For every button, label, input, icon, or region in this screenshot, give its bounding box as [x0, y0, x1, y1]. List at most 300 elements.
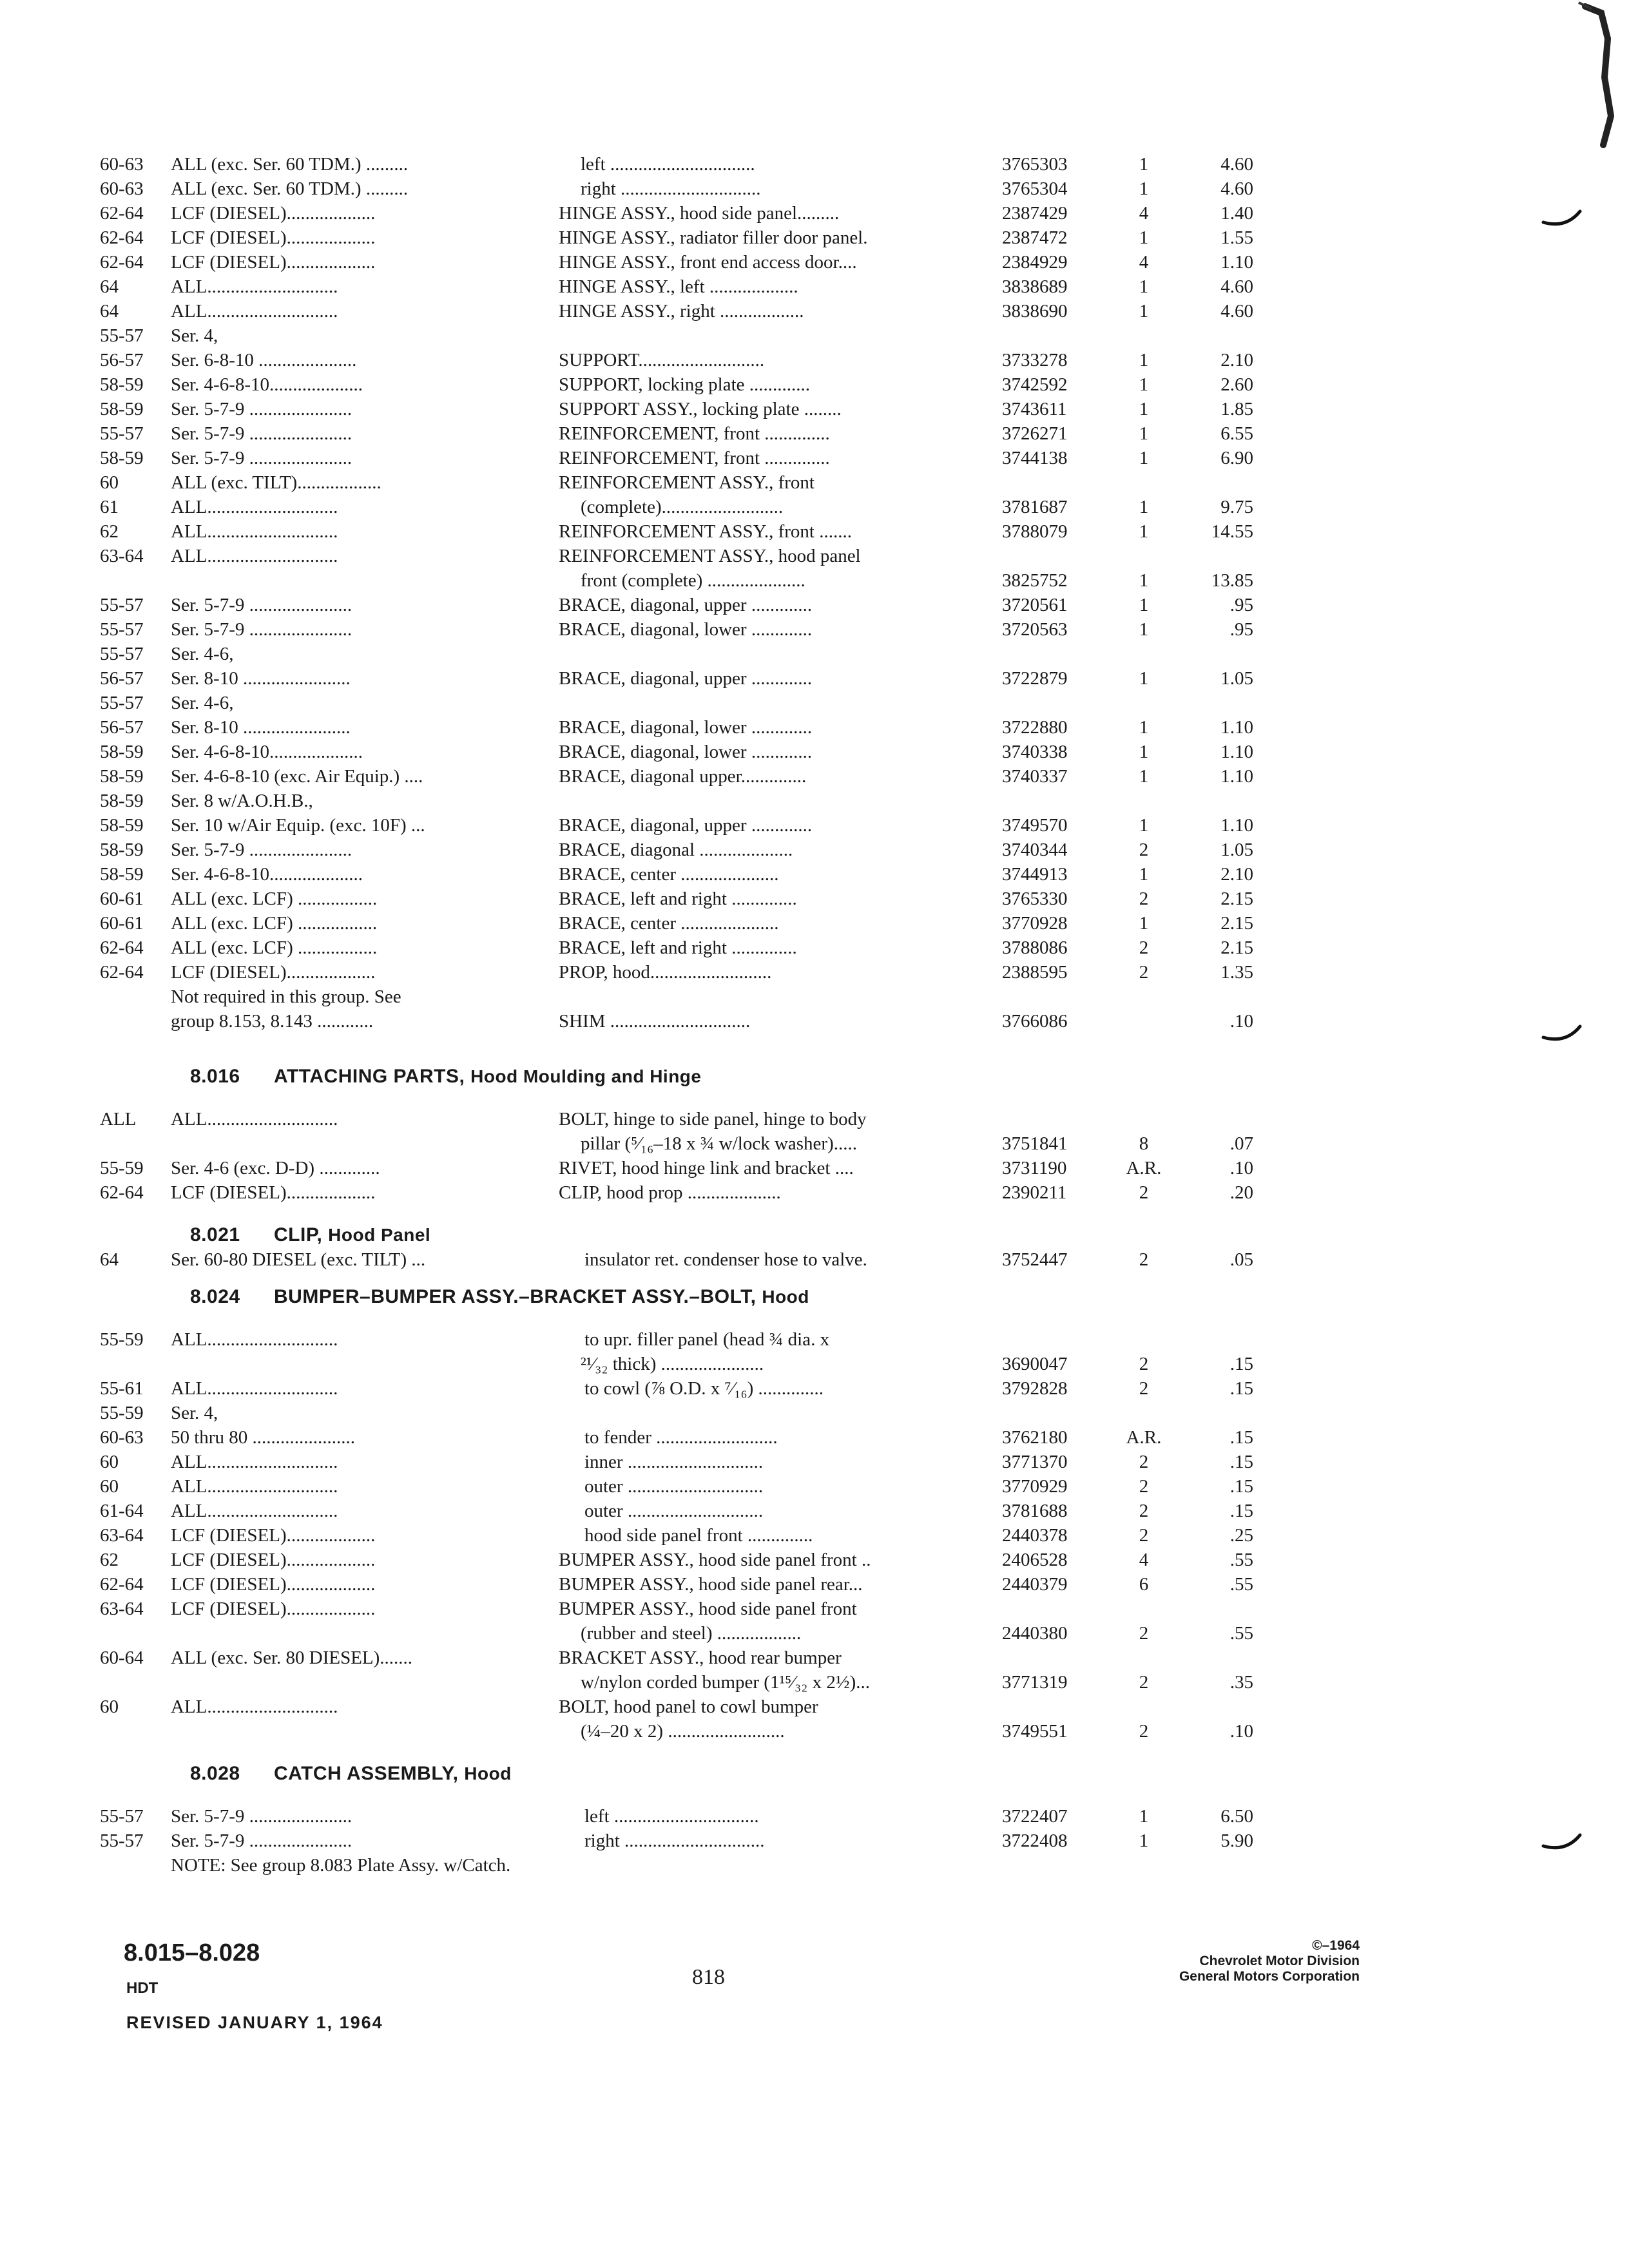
quantity-cell: 1: [1139, 423, 1149, 444]
price-cell: .20: [1229, 1182, 1253, 1203]
quantity-cell: 1: [1139, 154, 1149, 175]
parts-row: [100, 177, 1260, 201]
model-years-cell: 60: [100, 1696, 119, 1717]
description-cell: hood side panel front ..............: [584, 1525, 813, 1546]
series-cell: Ser. 5-7-9 ......................: [171, 1831, 352, 1851]
model-years-cell: 55-61: [100, 1378, 144, 1399]
price-cell: 5.90: [1220, 1831, 1253, 1851]
margin-tick-mark: [1540, 1021, 1585, 1047]
parts-row: [100, 1474, 1260, 1499]
description-cell: w/nylon corded bumper (1¹⁵⁄₃₂ x 2½)...: [581, 1672, 870, 1693]
parts-row: [100, 642, 1260, 666]
part-number-cell: 3765304: [1002, 178, 1068, 199]
series-cell: Ser. 5-7-9 ......................: [171, 399, 352, 419]
parts-row: [100, 152, 1260, 177]
series-cell: ALL............................: [171, 1501, 338, 1521]
quantity-cell: A.R.: [1126, 1427, 1162, 1448]
model-years-cell: 58-59: [100, 742, 144, 762]
group-heading: [100, 1762, 1260, 1786]
parts-row: [100, 862, 1260, 887]
part-number-cell: 2388595: [1002, 962, 1068, 983]
model-years-cell: 62-64: [100, 227, 144, 248]
description-cell: HINGE ASSY., right ..................: [559, 301, 804, 322]
model-years-cell: 56-57: [100, 350, 144, 370]
description-cell: to fender ..........................: [584, 1427, 778, 1448]
quantity-cell: 1: [1139, 742, 1149, 762]
parts-row: [100, 936, 1260, 960]
quantity-cell: 1: [1139, 227, 1149, 248]
parts-row: [100, 1853, 1260, 1878]
quantity-cell: A.R.: [1126, 1158, 1162, 1178]
price-cell: 1.40: [1220, 203, 1253, 224]
series-cell: Ser. 4-6-8-10....................: [171, 864, 363, 885]
description-cell: SHIM ..............................: [559, 1011, 751, 1032]
price-cell: 1.10: [1220, 742, 1253, 762]
quantity-cell: 4: [1139, 1550, 1149, 1570]
model-years-cell: 55-57: [100, 423, 144, 444]
part-number-cell: 3751841: [1002, 1133, 1068, 1154]
parts-row: [100, 323, 1260, 348]
model-years-cell: 60: [100, 472, 119, 493]
parts-row: [100, 887, 1260, 911]
quantity-cell: 1: [1139, 374, 1149, 395]
quantity-cell: 1: [1139, 276, 1149, 297]
quantity-cell: 2: [1139, 840, 1149, 860]
part-number-cell: 3788079: [1002, 521, 1068, 542]
price-cell: 1.85: [1220, 399, 1253, 419]
description-cell: BRACE, diagonal, lower .............: [559, 742, 813, 762]
model-years-cell: 55-57: [100, 619, 144, 640]
part-number-cell: 3770929: [1002, 1476, 1068, 1497]
quantity-cell: 8: [1139, 1133, 1149, 1154]
description-cell: REINFORCEMENT, front ..............: [559, 448, 830, 468]
parts-row: [100, 1621, 1260, 1646]
parts-row: [100, 1180, 1260, 1205]
quantity-cell: 1: [1139, 717, 1149, 738]
quantity-cell: 2: [1139, 1623, 1149, 1644]
row-spacer: [100, 1272, 1260, 1285]
copyright-year: ©–1964: [1312, 1938, 1360, 1953]
series-cell: Ser. 8-10 .......................: [171, 668, 351, 689]
series-cell: Ser. 4-6-8-10....................: [171, 374, 363, 395]
part-number-cell: 3781687: [1002, 497, 1068, 517]
series-cell: LCF (DIESEL)...................: [171, 962, 376, 983]
description-cell: pillar (⁵⁄₁₆–18 x ¾ w/lock washer).....: [581, 1133, 857, 1154]
description-cell: right ..............................: [584, 1831, 765, 1851]
series-cell: Ser. 60-80 DIESEL (exc. TILT) ...: [171, 1249, 426, 1270]
description-cell: REINFORCEMENT, front ..............: [559, 423, 830, 444]
model-years-cell: 55-57: [100, 325, 144, 346]
row-spacer: [100, 1309, 1260, 1327]
corporation-name: General Motors Corporation: [1179, 1969, 1360, 1984]
price-cell: .95: [1229, 619, 1253, 640]
parts-row: [100, 960, 1260, 985]
series-cell: ALL............................: [171, 1696, 338, 1717]
part-number-cell: 2440379: [1002, 1574, 1068, 1595]
parts-row: [100, 372, 1260, 397]
part-number-cell: 3733278: [1002, 350, 1068, 370]
model-years-cell: 60: [100, 1452, 119, 1472]
quantity-cell: 2: [1139, 889, 1149, 909]
price-cell: 2.60: [1220, 374, 1253, 395]
series-cell: ALL............................: [171, 497, 338, 517]
page-edge-smudge: [1572, 0, 1629, 148]
model-years-cell: ALL: [100, 1109, 137, 1129]
description-cell: outer .............................: [584, 1476, 764, 1497]
model-years-cell: 58-59: [100, 815, 144, 836]
series-cell: ALL............................: [171, 1109, 338, 1129]
group-title: CLIP,: [274, 1224, 323, 1245]
parts-row: [100, 274, 1260, 299]
series-cell: Ser. 5-7-9 ......................: [171, 423, 352, 444]
part-number-cell: 3838689: [1002, 276, 1068, 297]
series-cell: LCF (DIESEL)...................: [171, 227, 376, 248]
description-cell: ²¹⁄₃₂ thick) ......................: [581, 1354, 764, 1374]
parts-row: [100, 715, 1260, 740]
parts-row: [100, 1450, 1260, 1474]
description-cell: left ...............................: [584, 1806, 759, 1827]
page-number: 818: [692, 1965, 725, 1989]
price-cell: 2.15: [1220, 913, 1253, 934]
price-cell: .55: [1229, 1574, 1253, 1595]
price-cell: 4.60: [1220, 276, 1253, 297]
model-years-cell: 55-57: [100, 1831, 144, 1851]
model-years-cell: 60-63: [100, 154, 144, 175]
parts-row: [100, 397, 1260, 421]
group-number: 8.028: [190, 1763, 240, 1784]
series-cell: Not required in this group. See: [171, 986, 401, 1007]
series-cell: Ser. 6-8-10 .....................: [171, 350, 357, 370]
part-number-cell: 3743611: [1002, 399, 1067, 419]
parts-row: [100, 740, 1260, 764]
model-years-cell: 58-59: [100, 374, 144, 395]
quantity-cell: 2: [1139, 962, 1149, 983]
description-cell: BUMPER ASSY., hood side panel front ..: [559, 1550, 871, 1570]
description-cell: BRACE, diagonal upper..............: [559, 766, 807, 787]
series-cell: LCF (DIESEL)...................: [171, 1182, 376, 1203]
model-years-cell: 62-64: [100, 962, 144, 983]
model-years-cell: 63-64: [100, 1599, 144, 1619]
series-cell: Ser. 4,: [171, 325, 218, 346]
row-spacer: [100, 1089, 1260, 1107]
part-number-cell: 2440380: [1002, 1623, 1068, 1644]
price-cell: .15: [1229, 1452, 1253, 1472]
quantity-cell: 1: [1139, 178, 1149, 199]
quantity-cell: 1: [1139, 570, 1149, 591]
price-cell: .10: [1229, 1158, 1253, 1178]
quantity-cell: 2: [1139, 1249, 1149, 1270]
description-cell: (rubber and steel) ..................: [581, 1623, 802, 1644]
parts-row: [100, 1499, 1260, 1523]
margin-tick-mark: [1540, 206, 1585, 232]
part-number-cell: 2387429: [1002, 203, 1068, 224]
description-cell: to cowl (⅞ O.D. x ⁷⁄₁₆) ..............: [584, 1378, 824, 1399]
group-subtitle: Hood Moulding and Hinge: [470, 1066, 702, 1086]
parts-row: [100, 348, 1260, 372]
parts-row: [100, 838, 1260, 862]
series-cell: ALL (exc. Ser. 60 TDM.) .........: [171, 154, 409, 175]
parts-row: [100, 446, 1260, 470]
description-cell: (complete)..........................: [581, 497, 784, 517]
quantity-cell: 1: [1139, 1831, 1149, 1851]
description-cell: inner .............................: [584, 1452, 764, 1472]
description-cell: SUPPORT ASSY., locking plate ........: [559, 399, 842, 419]
description-cell: BUMPER ASSY., hood side panel front: [559, 1599, 857, 1619]
quantity-cell: 2: [1139, 1672, 1149, 1693]
price-cell: 9.75: [1220, 497, 1253, 517]
part-number-cell: 2390211: [1002, 1182, 1067, 1203]
part-number-cell: 3765330: [1002, 889, 1068, 909]
group-range-label: 8.015–8.028: [124, 1939, 260, 1966]
description-cell: BUMPER ASSY., hood side panel rear...: [559, 1574, 863, 1595]
price-cell: .10: [1229, 1721, 1253, 1742]
series-cell: ALL (exc. LCF) .................: [171, 913, 378, 934]
description-cell: REINFORCEMENT ASSY., front .......: [559, 521, 852, 542]
price-cell: 1.10: [1220, 766, 1253, 787]
parts-row: [100, 519, 1260, 544]
description-cell: outer .............................: [584, 1501, 764, 1521]
model-years-cell: 61-64: [100, 1501, 144, 1521]
part-number-cell: 3771319: [1002, 1672, 1068, 1693]
parts-row: [100, 421, 1260, 446]
series-cell: LCF (DIESEL)...................: [171, 1525, 376, 1546]
series-cell: ALL............................: [171, 1476, 338, 1497]
parts-row: [100, 593, 1260, 617]
description-cell: to upr. filler panel (head ¾ dia. x: [584, 1329, 830, 1350]
price-cell: .15: [1229, 1427, 1253, 1448]
parts-row: [100, 813, 1260, 838]
quantity-cell: 1: [1139, 301, 1149, 322]
part-number-cell: 3825752: [1002, 570, 1068, 591]
model-years-cell: 55-57: [100, 693, 144, 713]
part-number-cell: 3731190: [1002, 1158, 1067, 1178]
parts-row: [100, 1009, 1260, 1033]
model-years-cell: 55-59: [100, 1158, 144, 1178]
series-cell: LCF (DIESEL)...................: [171, 1550, 376, 1570]
model-years-cell: 62-64: [100, 252, 144, 273]
model-years-cell: 64: [100, 301, 119, 322]
parts-row: [100, 1646, 1260, 1670]
part-number-cell: 3744913: [1002, 864, 1068, 885]
group-heading: [100, 1064, 1260, 1089]
price-cell: 13.85: [1211, 570, 1253, 591]
model-years-cell: 63-64: [100, 1525, 144, 1546]
model-years-cell: 58-59: [100, 791, 144, 811]
price-cell: 6.90: [1220, 448, 1253, 468]
part-number-cell: 3722879: [1002, 668, 1068, 689]
quantity-cell: 1: [1139, 815, 1149, 836]
parts-row: [100, 985, 1260, 1009]
quantity-cell: 1: [1139, 619, 1149, 640]
part-number-cell: 3770928: [1002, 913, 1068, 934]
model-years-cell: 62-64: [100, 1182, 144, 1203]
price-cell: 1.10: [1220, 717, 1253, 738]
parts-row: [100, 250, 1260, 274]
parts-row: [100, 911, 1260, 936]
section-code-label: HDT: [126, 1979, 159, 1997]
model-years-cell: 62-64: [100, 1574, 144, 1595]
description-cell: HINGE ASSY., front end access door....: [559, 252, 857, 273]
model-years-cell: 56-57: [100, 668, 144, 689]
division-name: Chevrolet Motor Division: [1199, 1954, 1360, 1968]
price-cell: .05: [1229, 1249, 1253, 1270]
series-cell: Ser. 10 w/Air Equip. (exc. 10F) ...: [171, 815, 425, 836]
series-cell: LCF (DIESEL)...................: [171, 252, 376, 273]
price-cell: 1.05: [1220, 840, 1253, 860]
parts-row: [100, 1401, 1260, 1425]
quantity-cell: 1: [1139, 448, 1149, 468]
price-cell: .15: [1229, 1354, 1253, 1374]
series-cell: ALL............................: [171, 546, 338, 566]
description-cell: (¼–20 x 2) .........................: [581, 1721, 785, 1742]
parts-row: [100, 1670, 1260, 1695]
group-number: 8.021: [190, 1224, 240, 1245]
description-cell: right ..............................: [581, 178, 761, 199]
part-number-cell: 3720561: [1002, 595, 1068, 615]
quantity-cell: 6: [1139, 1574, 1149, 1595]
row-spacer: [100, 1205, 1260, 1223]
model-years-cell: 58-59: [100, 864, 144, 885]
series-cell: ALL............................: [171, 1329, 338, 1350]
parts-row: [100, 544, 1260, 568]
group-number: 8.016: [190, 1066, 240, 1087]
group-subtitle: Hood: [464, 1763, 512, 1783]
price-cell: 2.10: [1220, 350, 1253, 370]
series-cell: ALL............................: [171, 521, 338, 542]
parts-row: [100, 1156, 1260, 1180]
description-cell: REINFORCEMENT ASSY., hood panel: [559, 546, 861, 566]
series-cell: ALL (exc. TILT)..................: [171, 472, 381, 493]
part-number-cell: 3720563: [1002, 619, 1068, 640]
model-years-cell: 64: [100, 1249, 119, 1270]
model-years-cell: 62: [100, 521, 119, 542]
row-spacer: [100, 1744, 1260, 1762]
series-cell: Ser. 4-6,: [171, 693, 234, 713]
part-number-cell: 2387472: [1002, 227, 1068, 248]
description-cell: BOLT, hood panel to cowl bumper: [559, 1696, 818, 1717]
model-years-cell: 62-64: [100, 937, 144, 958]
price-cell: 2.10: [1220, 864, 1253, 885]
group-heading: [100, 1223, 1260, 1247]
group-subtitle: Hood: [762, 1287, 809, 1307]
part-number-cell: 3740338: [1002, 742, 1068, 762]
parts-row: [100, 1719, 1260, 1744]
price-cell: .95: [1229, 595, 1253, 615]
description-cell: RIVET, hood hinge link and bracket ....: [559, 1158, 854, 1178]
part-number-cell: 3771370: [1002, 1452, 1068, 1472]
series-cell: Ser. 5-7-9 ......................: [171, 840, 352, 860]
series-cell: Ser. 4-6,: [171, 644, 234, 664]
series-cell: LCF (DIESEL)...................: [171, 1574, 376, 1595]
price-cell: .15: [1229, 1476, 1253, 1497]
series-cell: LCF (DIESEL)...................: [171, 203, 376, 224]
description-cell: BRACKET ASSY., hood rear bumper: [559, 1648, 842, 1668]
model-years-cell: 60-61: [100, 913, 144, 934]
parts-row: [100, 1352, 1260, 1376]
description-cell: BRACE, left and right ..............: [559, 937, 797, 958]
quantity-cell: 1: [1139, 497, 1149, 517]
model-years-cell: 60-63: [100, 178, 144, 199]
part-number-cell: 3726271: [1002, 423, 1068, 444]
model-years-cell: 58-59: [100, 448, 144, 468]
parts-row: [100, 568, 1260, 593]
description-cell: HINGE ASSY., left ...................: [559, 276, 798, 297]
quantity-cell: 2: [1139, 1476, 1149, 1497]
parts-row: [100, 1327, 1260, 1352]
parts-row: [100, 1376, 1260, 1401]
part-number-cell: 3788086: [1002, 937, 1068, 958]
model-years-cell: 62: [100, 1550, 119, 1570]
price-cell: 2.15: [1220, 889, 1253, 909]
series-cell: ALL (exc. Ser. 60 TDM.) .........: [171, 178, 409, 199]
quantity-cell: 2: [1139, 1182, 1149, 1203]
parts-row: [100, 299, 1260, 323]
description-cell: BRACE, left and right ..............: [559, 889, 797, 909]
part-number-cell: 3690047: [1002, 1354, 1068, 1374]
quantity-cell: 1: [1139, 399, 1149, 419]
description-cell: PROP, hood..........................: [559, 962, 772, 983]
quantity-cell: 1: [1139, 521, 1149, 542]
series-cell: Ser. 5-7-9 ......................: [171, 619, 352, 640]
parts-row: [100, 691, 1260, 715]
parts-row: [100, 1523, 1260, 1548]
copyright-block: [1179, 1938, 1360, 1984]
parts-row: [100, 1425, 1260, 1450]
quantity-cell: 1: [1139, 864, 1149, 885]
part-number-cell: 3781688: [1002, 1501, 1068, 1521]
parts-row: [100, 1829, 1260, 1853]
description-cell: left ...............................: [581, 154, 755, 175]
series-cell: Ser. 4-6 (exc. D-D) .............: [171, 1158, 380, 1178]
row-spacer: [100, 1786, 1260, 1804]
series-cell: Ser. 5-7-9 ......................: [171, 1806, 352, 1827]
parts-row: [100, 1572, 1260, 1597]
parts-row: [100, 495, 1260, 519]
part-number-cell: 2384929: [1002, 252, 1068, 273]
parts-row: [100, 1548, 1260, 1572]
part-number-cell: 3838690: [1002, 301, 1068, 322]
quantity-cell: 4: [1139, 252, 1149, 273]
description-cell: front (complete) .....................: [581, 570, 805, 591]
model-years-cell: 62-64: [100, 203, 144, 224]
series-cell: Ser. 4,: [171, 1403, 218, 1423]
model-years-cell: 58-59: [100, 399, 144, 419]
group-title: CATCH ASSEMBLY,: [274, 1763, 459, 1784]
description-cell: SUPPORT...........................: [559, 350, 765, 370]
model-years-cell: 58-59: [100, 766, 144, 787]
model-years-cell: 63-64: [100, 546, 144, 566]
part-number-cell: 3766086: [1002, 1011, 1068, 1032]
part-number-cell: 3744138: [1002, 448, 1068, 468]
parts-row: [100, 1107, 1260, 1131]
part-number-cell: 3740337: [1002, 766, 1068, 787]
revision-date: REVISED JANUARY 1, 1964: [126, 2013, 383, 2032]
part-number-cell: 3722407: [1002, 1806, 1068, 1827]
parts-row: [100, 201, 1260, 226]
quantity-cell: 1: [1139, 595, 1149, 615]
price-cell: .10: [1229, 1011, 1253, 1032]
group-subtitle: Hood Panel: [328, 1225, 431, 1245]
model-years-cell: 60-61: [100, 889, 144, 909]
description-cell: SUPPORT, locking plate .............: [559, 374, 811, 395]
series-cell: NOTE: See group 8.083 Plate Assy. w/Catch.: [171, 1855, 511, 1876]
model-years-cell: 55-59: [100, 1403, 144, 1423]
group-title: ATTACHING PARTS,: [274, 1066, 465, 1087]
group-heading: [100, 1285, 1260, 1309]
part-number-cell: 3762180: [1002, 1427, 1068, 1448]
price-cell: .25: [1229, 1525, 1253, 1546]
series-cell: LCF (DIESEL)...................: [171, 1599, 376, 1619]
